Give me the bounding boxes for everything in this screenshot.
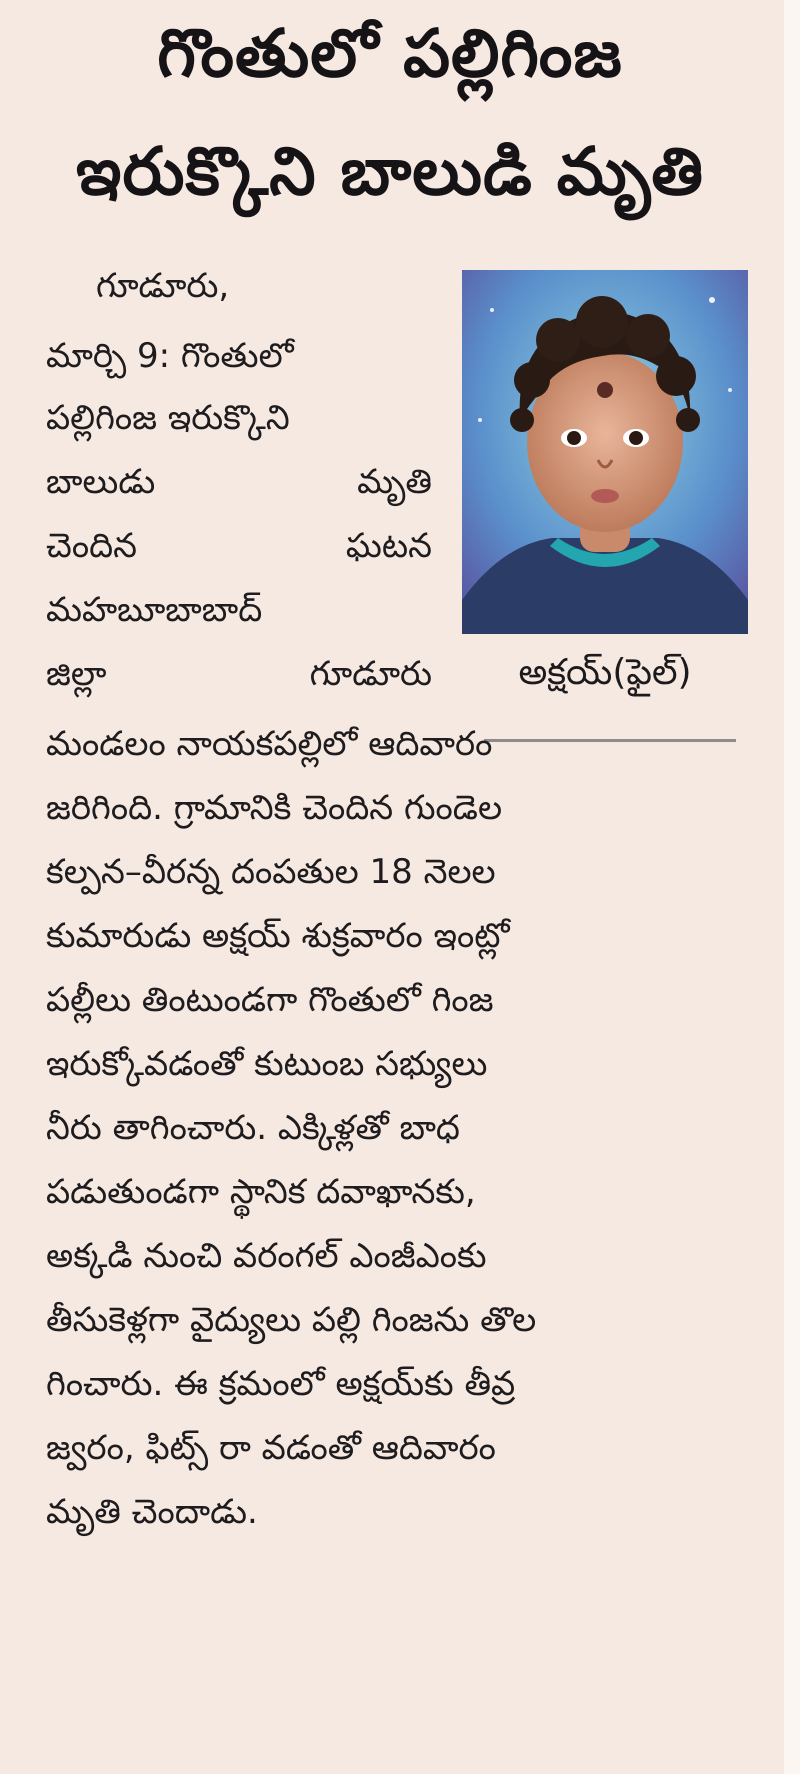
body-line-12: పల్లీలు తింటుండగా గొంతులో గింజ — [46, 980, 494, 1020]
child-portrait-illustration — [462, 270, 748, 634]
body-line-13: ఇరుక్కోవడంతో కుటుంబ సభ్యులు — [46, 1044, 488, 1084]
body-line-8: మండలం నాయకపల్లిలో ఆదివారం — [46, 724, 493, 764]
body-line-7 — [46, 648, 432, 700]
body-line-17: తీసుకెళ్లగా వైద్యులు పల్లి గింజను తొల — [46, 1300, 537, 1340]
body-line-2: మార్చి 9: గొంతులో — [46, 336, 294, 376]
headline-line-1: గొంతులో పల్లిగింజ — [157, 15, 623, 92]
body-line-5-word-1: చెందిన — [46, 526, 137, 566]
body-line-14: నీరు తాగించారు. ఎక్కిళ్లతో బాధ — [46, 1108, 460, 1148]
body-line-3: పల్లిగింజ ఇరుక్కొని — [46, 398, 290, 438]
body-line-4-word-1: బాలుడు — [46, 462, 156, 502]
headline-line-2: ఇరుక్కొని బాలుడి మృతి — [75, 133, 705, 210]
body-line-4-word-2: మృతి — [357, 462, 432, 502]
body-line-18: గించారు. ఈ క్రమంలో అక్షయ్‌కు తీవ్ర — [46, 1364, 516, 1404]
body-line-5-word-2: ఘటన — [345, 526, 432, 566]
child-photo — [462, 270, 748, 634]
photo-caption: అక్షయ్‌(ఫైల్‌) — [518, 652, 692, 693]
body-line-9: జరిగింది. గ్రామానికి చెందిన గుండెల — [46, 788, 503, 828]
body-line-4 — [46, 456, 432, 508]
body-line-5 — [46, 520, 432, 572]
page-margin — [784, 0, 800, 1774]
body-line-16: అక్కడి నుంచి వరంగల్‌ ఎంజీఎంకు — [46, 1236, 487, 1276]
body-line-11: కుమారుడు అక్షయ్‌ శుక్రవారం ఇంట్లో — [46, 916, 510, 956]
body-line-6: మహబూబాబాద్‌ — [46, 590, 263, 630]
body-line-1: గూడూరు, — [96, 266, 230, 306]
body-line-7-word-1: జిల్లా — [46, 654, 107, 694]
body-line-10: కల్పన–వీరన్న దంపతుల 18 నెలల — [46, 852, 496, 892]
body-line-19: జ్వరం, ఫిట్స్‌ రా వడంతో ఆదివారం — [46, 1428, 496, 1468]
body-line-15: పడుతుండగా స్థానిక దవాఖానకు, — [46, 1172, 476, 1212]
body-line-7-word-2: గూడూరు — [309, 654, 432, 694]
body-line-20: మృతి చెందాడు. — [46, 1492, 258, 1532]
